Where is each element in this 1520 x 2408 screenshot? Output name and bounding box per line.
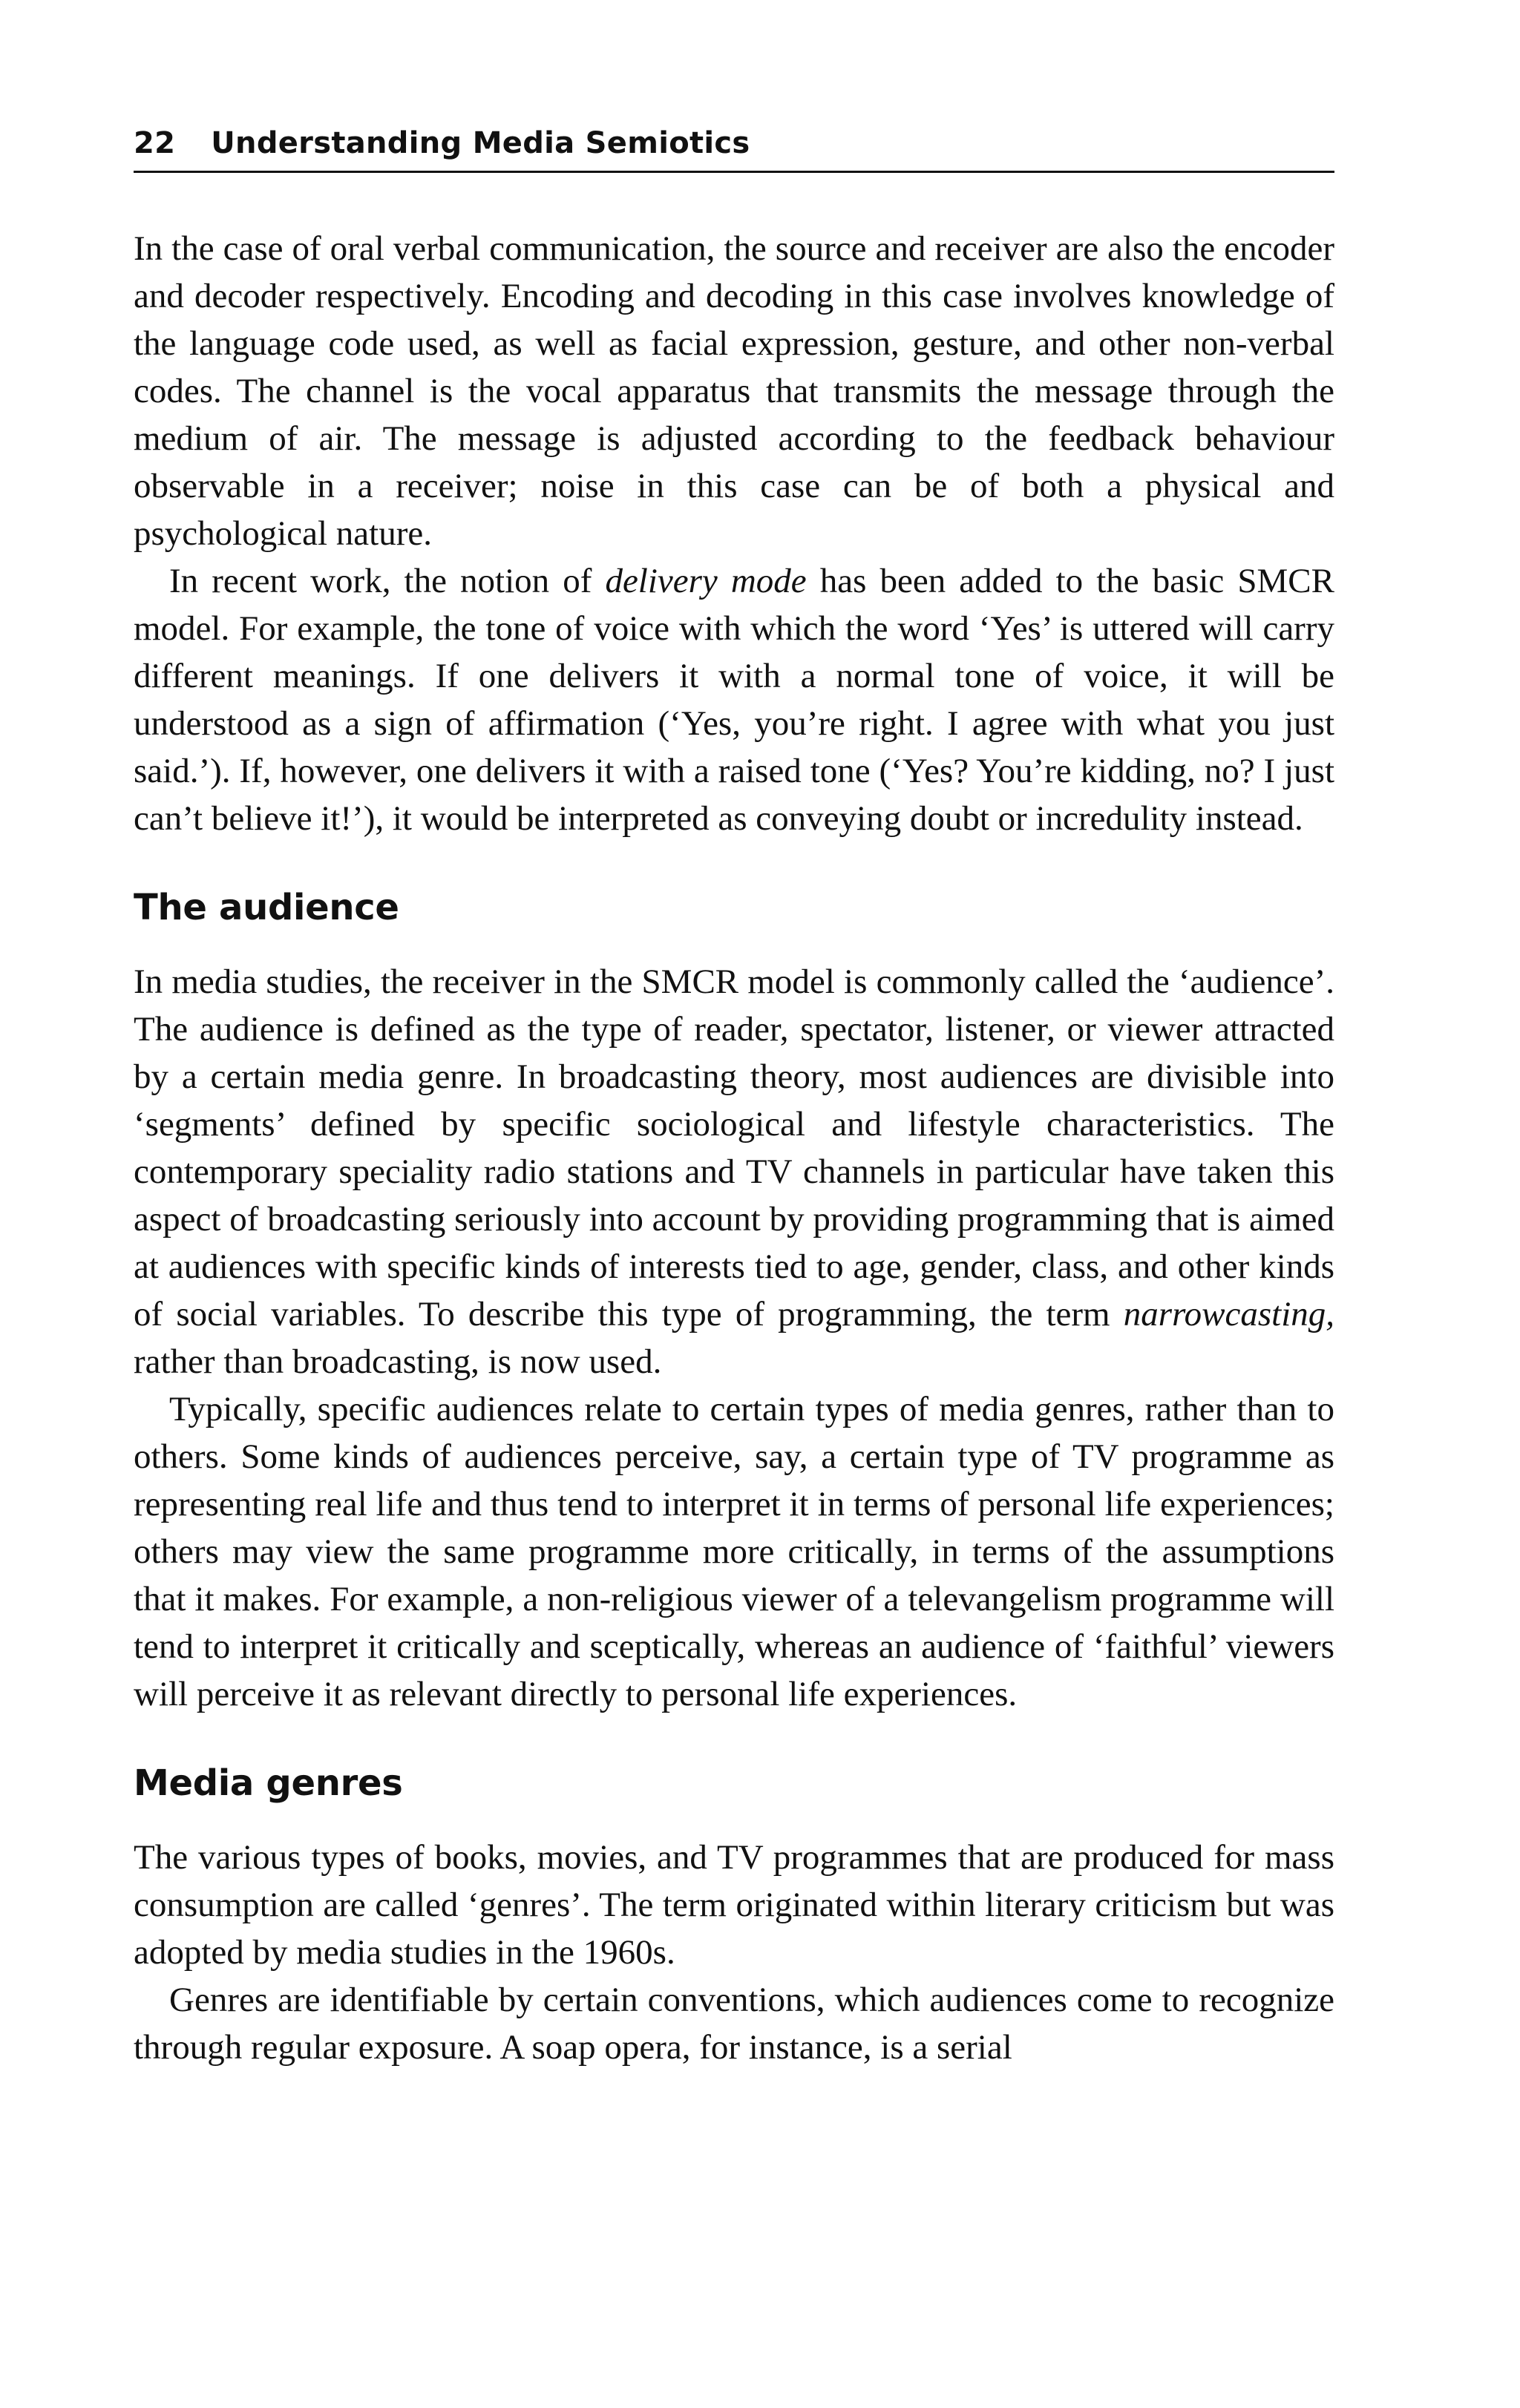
body-text (134, 225, 1334, 2071)
section-heading: Media genres (134, 1762, 403, 1804)
text-run: In the case of oral verbal communication, the source and receiver are also the encoder and decoder respectively. Encoding and decoding in this case involves knowledge of the language code used, as well as facial expression, gesture, and other non-verbal codes. The channel is the vocal apparatus that transmits the message through the medium of air. The message is adjusted according to the feedback behaviour observable in a receiver; noise in this case can be of both a physical and psychological nature. (134, 229, 1334, 553)
paragraph (134, 557, 1334, 842)
italic-term: delivery mode (605, 562, 807, 600)
text-run: Typically, specific audiences relate to certain types of media genres, rather than to others. Some kinds of audiences perceive, say, a certain type of TV programme as representing real life and thus tend to interpret it in terms of personal life experiences; others may view the same programme more critically, in terms of the assumptions that it makes. For example, a non-religious viewer of a televangelism programme will tend to interpret it critically and sceptically, whereas an audience of ‘faithful’ viewers will perceive it as relevant directly to personal life experiences. (134, 1390, 1334, 1713)
paragraph (134, 1976, 1334, 2071)
text-run: Genres are identifiable by certain conventions, which audiences come to recognize through regular exposure. A soap opera, for instance, is a serial (134, 1981, 1334, 2067)
text-run: In recent work, the notion of (169, 562, 606, 600)
text-run: has been added to the basic SMCR model. For example, the tone of voice with which the word ‘Yes’ is uttered will carry different meanings. If one delivers it with a normal tone of voice, it will be understood as a sign of affirmation (‘Yes, you’re right. I agree with what you just said.’). If, however, one delivers it with a raised tone (‘Yes? You’re kidding, no? I just can’t believe it!’), it would be interpreted as conveying doubt or incredulity instead. (134, 562, 1334, 838)
book-page (134, 126, 1334, 2071)
paragraph (134, 1834, 1334, 1976)
page-number: 22 (134, 126, 176, 160)
text-run: In media studies, the receiver in the SMCR model is commonly called the ‘audience’. The audience is defined as the type of reader, spectator, listener, or viewer attracted by a certain media genre. In broadcasting theory, most audiences are divisible into ‘segments’ defined by specific sociological and lifestyle characteristics. The contemporary speciality radio stations and TV channels in particular have taken this aspect of broadcasting seriously into account by providing programming that is aimed at audiences with specific kinds of interests tied to age, gender, class, and other kinds of social variables. To describe this type of programming, the term (134, 962, 1334, 1333)
text-run: The various types of books, movies, and TV programmes that are produced for mass consumption are called ‘genres’. The term originated within literary criticism but was adopted by media studies in the 1960s. (134, 1838, 1334, 1972)
running-header (134, 126, 1334, 173)
running-title: Understanding Media Semiotics (211, 126, 750, 160)
text-run: rather than broadcasting, is now used. (134, 1342, 662, 1381)
paragraph (134, 1385, 1334, 1718)
italic-term: narrowcasting, (1123, 1295, 1334, 1333)
paragraph (134, 958, 1334, 1385)
section-heading: The audience (134, 887, 399, 928)
paragraph (134, 225, 1334, 557)
